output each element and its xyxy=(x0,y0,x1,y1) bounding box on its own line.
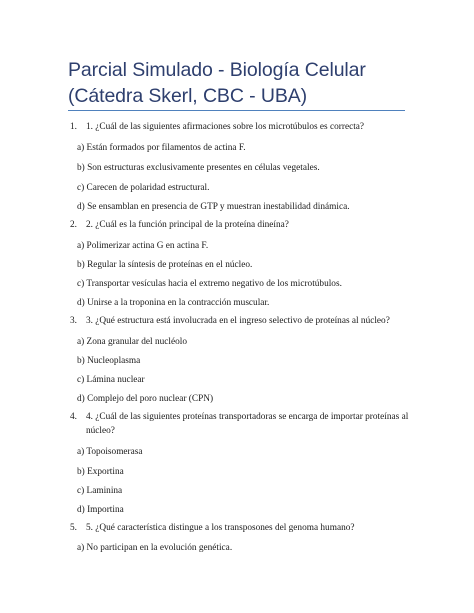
question-2 xyxy=(70,218,289,232)
question-1 xyxy=(70,120,364,134)
question-2-option-c: c) Transportar vesículas hacia el extremo negativo de los microtúbulos. xyxy=(77,279,342,289)
question-number: 5. xyxy=(70,523,77,533)
question-text: 1. ¿Cuál de las siguientes afirmaciones sobre los microtúbulos es correcta? xyxy=(86,122,365,132)
question-5 xyxy=(70,521,355,535)
question-4-option-d: d) Importina xyxy=(77,505,124,515)
title-divider xyxy=(68,110,405,111)
question-1-option-d: d) Se ensamblan en presencia de GTP y muestran inestabilidad dinámica. xyxy=(77,202,350,212)
question-5-option-a: a) No participan en la evolución genética. xyxy=(77,543,233,553)
title-line-2: (Cátedra Skerl, CBC - UBA) xyxy=(68,85,308,107)
question-2-option-b: b) Regular la síntesis de proteínas en el núcleo. xyxy=(77,260,253,270)
question-3-option-c: c) Lámina nuclear xyxy=(77,375,145,385)
question-3-option-b: b) Nucleoplasma xyxy=(77,356,141,366)
question-number: 1. xyxy=(70,122,77,132)
question-1-option-a: a) Están formados por filamentos de actina F. xyxy=(77,143,246,153)
question-4-option-c: c) Laminina xyxy=(77,486,123,496)
question-4-option-b: b) Exportina xyxy=(77,467,124,477)
question-4 xyxy=(70,410,410,438)
question-text: 3. ¿Qué estructura está involucrada en el ingreso selectivo de proteínas al núcleo? xyxy=(86,316,390,326)
question-3-option-a: a) Zona granular del nucléolo xyxy=(77,337,187,347)
question-3 xyxy=(70,314,390,328)
document-title xyxy=(68,57,408,109)
question-text: 5. ¿Qué característica distingue a los transposones del genoma humano? xyxy=(86,523,355,533)
question-4-option-a: a) Topoisomerasa xyxy=(77,447,143,457)
question-number: 4. xyxy=(70,412,77,422)
question-2-option-a: a) Polimerizar actina G en actina F. xyxy=(77,241,209,251)
question-number: 3. xyxy=(70,316,77,326)
question-1-option-c: c) Carecen de polaridad estructural. xyxy=(77,183,210,193)
question-1-option-b: b) Son estructuras exclusivamente presentes en células vegetales. xyxy=(77,163,320,173)
question-number: 2. xyxy=(70,220,77,230)
question-text: 4. ¿Cuál de las siguientes proteínas transportadoras se encarga de importar proteínas al núcleo? xyxy=(86,412,409,436)
question-text: 2. ¿Cuál es la función principal de la proteína dineína? xyxy=(86,220,289,230)
question-3-option-d: d) Complejo del poro nuclear (CPN) xyxy=(77,394,214,404)
question-2-option-d: d) Unirse a la troponina en la contracción muscular. xyxy=(77,298,270,308)
title-line-1: Parcial Simulado - Biología Celular xyxy=(68,59,366,81)
